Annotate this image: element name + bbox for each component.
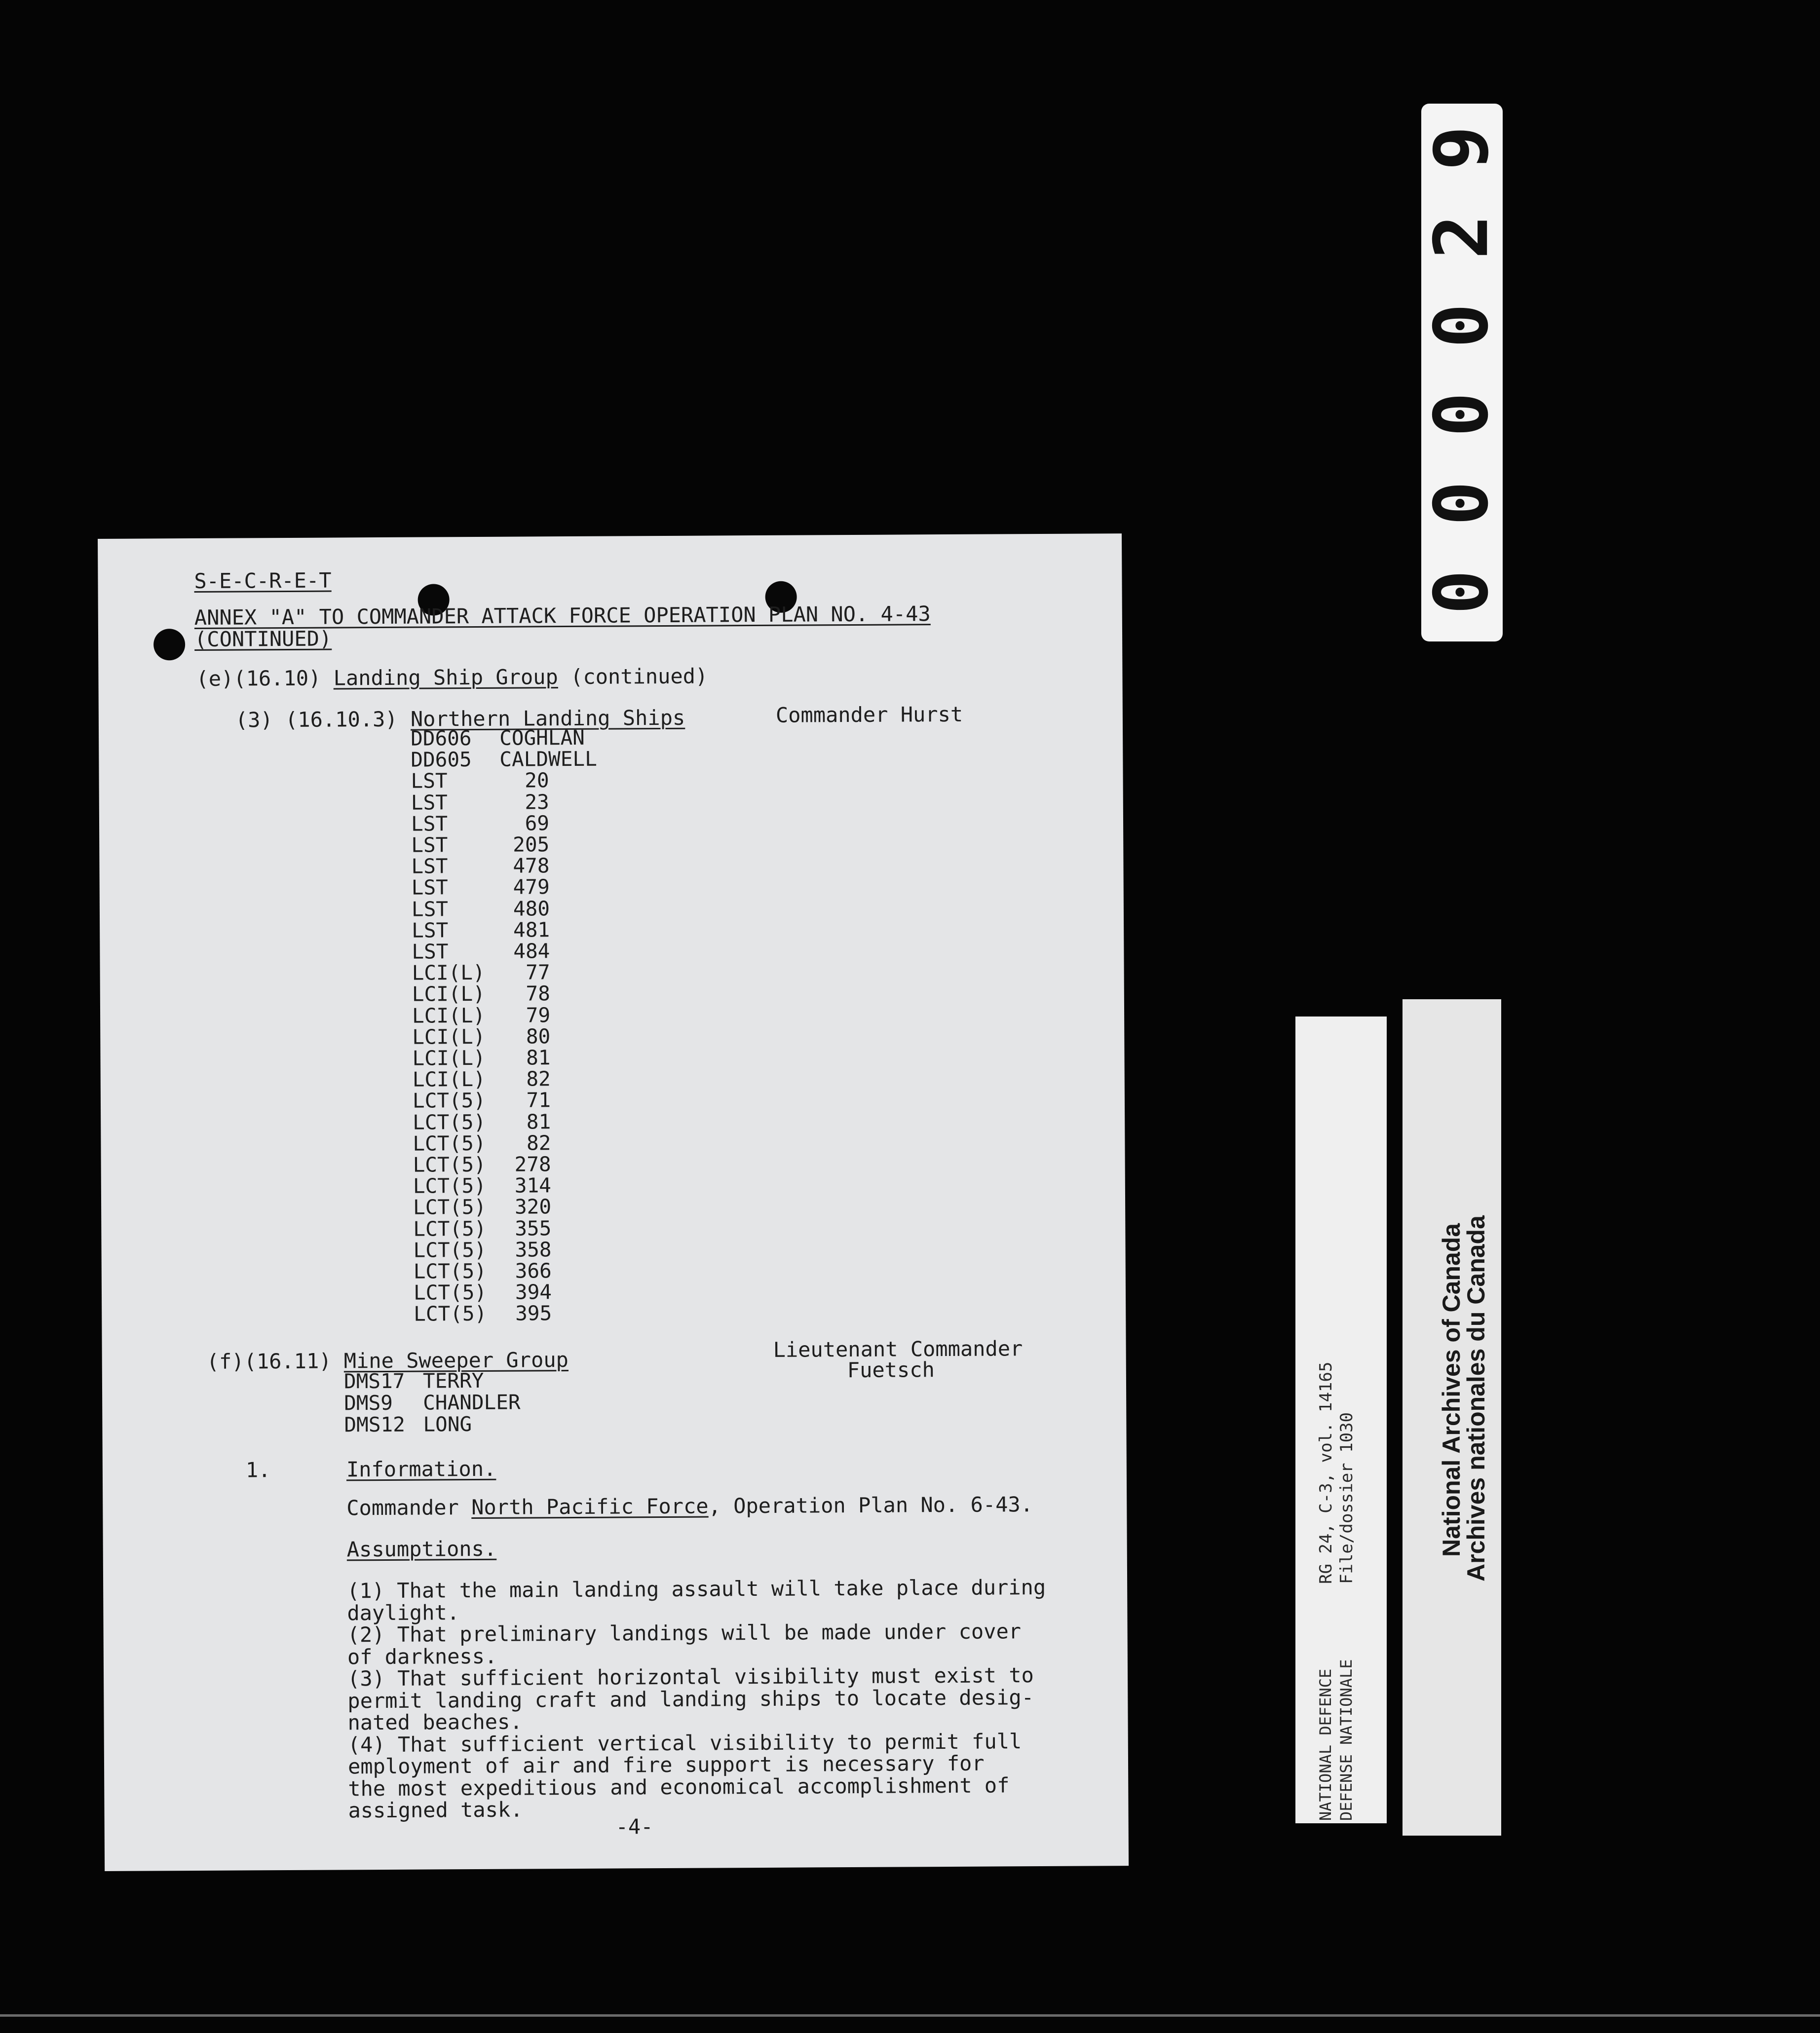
ship-row: [411, 725, 585, 751]
ship-row: [412, 1048, 550, 1068]
frame-digit: 0: [1419, 481, 1505, 526]
sweeper-row: [344, 1390, 521, 1415]
section-e-heading: (e)(16.10) Landing Ship Group (continued): [196, 664, 708, 691]
section-f-title: Mine Sweeper Group: [343, 1348, 569, 1373]
ship-type: LCT(5): [413, 1280, 487, 1305]
ship-row: [413, 1069, 551, 1090]
sweeper-type: DMS17: [343, 1369, 405, 1393]
assumption-line: daylight.: [347, 1600, 460, 1625]
assumption-line: (3) That sufficient horizontal visibility must exist to: [347, 1663, 1034, 1691]
ship-name: 484: [513, 939, 550, 963]
sweeper-name: TERRY: [422, 1368, 484, 1393]
ship-row: [413, 1109, 551, 1134]
frame-digit: 0: [1419, 569, 1505, 615]
sweeper-type: DMS12: [344, 1412, 405, 1437]
ship-row: [411, 896, 550, 921]
ship-name: 77: [526, 960, 550, 984]
frame-digit: 0: [1419, 392, 1505, 437]
ship-row: [411, 749, 597, 770]
ship-row: [413, 1175, 551, 1196]
ship-type: LCT(5): [414, 1302, 487, 1326]
frame-digit: 9: [1419, 125, 1505, 171]
ship-name: 82: [526, 1131, 551, 1155]
ship-type: LCI(L): [412, 1046, 486, 1070]
assumption-line: (2) That preliminary landings will be made under cover: [347, 1619, 1022, 1647]
department-line-2: DEFENSE NATIONALE: [1337, 1659, 1356, 1821]
ship-name: 481: [513, 918, 550, 942]
punch-hole-left: [153, 629, 185, 660]
ship-name: 81: [526, 1109, 551, 1134]
ship-row: [411, 813, 549, 834]
classification-marking: S-E-C-R-E-T: [194, 568, 332, 593]
assumption-line: permit landing craft and landing ships to locate desig-: [347, 1685, 1034, 1713]
ship-row: [413, 1197, 551, 1218]
ship-name: COGHLAN: [499, 725, 585, 750]
ship-type: LST: [411, 769, 448, 793]
assumption-line: of darkness.: [347, 1644, 497, 1669]
ship-type: LCT(5): [413, 1110, 486, 1134]
ship-name: 314: [514, 1173, 551, 1198]
ship-name: 395: [515, 1301, 552, 1325]
ship-type: LCT(5): [413, 1195, 487, 1220]
sweeper-type: DMS9: [344, 1391, 393, 1415]
ship-row: [413, 1240, 551, 1260]
department-line-1: NATIONAL DEFENCE: [1316, 1668, 1335, 1821]
ship-row: [412, 941, 550, 962]
ship-row: [414, 1301, 552, 1326]
ship-type: LCT(5): [413, 1238, 487, 1262]
ship-name: 355: [515, 1216, 552, 1241]
ship-row: [413, 1154, 551, 1175]
archive-reference-label: [1295, 1016, 1387, 1823]
sweeper-row: [343, 1368, 484, 1393]
ship-name: 78: [526, 981, 550, 1006]
ship-type: LCT(5): [413, 1216, 487, 1241]
ship-row: [411, 768, 549, 793]
ship-name: 320: [514, 1195, 552, 1219]
ship-type: DD605: [411, 748, 472, 772]
ship-type: LCT(5): [413, 1152, 486, 1177]
reference-line-1: RG 24, C-3, vol. 14165: [1316, 1361, 1336, 1584]
ship-row: [412, 1005, 550, 1026]
ship-name: 358: [515, 1238, 552, 1262]
ship-type: LCI(L): [412, 961, 485, 985]
ship-name: 278: [514, 1152, 551, 1176]
para-1-heading: Information.: [346, 1456, 496, 1482]
ship-type: LST: [411, 875, 448, 900]
frame-number-stamp: [1421, 104, 1503, 641]
ship-row: [412, 1026, 550, 1047]
section-f-commander-name: Fuetsch: [847, 1357, 935, 1383]
assumption-line: assigned task.: [348, 1797, 523, 1823]
ship-row: [411, 792, 549, 813]
page-number: -4-: [615, 1814, 653, 1839]
ship-name: CALDWELL: [499, 747, 597, 771]
ship-row: [414, 1261, 552, 1281]
ship-type: LCT(5): [412, 1089, 486, 1113]
ship-type: LST: [411, 897, 449, 921]
frame-digit: 2: [1419, 214, 1505, 260]
ship-name: 394: [515, 1280, 552, 1304]
frame-digit: 0: [1419, 303, 1505, 348]
ship-name: 69: [525, 811, 550, 835]
ship-name: 79: [526, 1003, 551, 1027]
ship-name: 81: [526, 1046, 551, 1070]
assumptions-heading: Assumptions.: [346, 1536, 497, 1562]
ship-type: LST: [412, 940, 449, 964]
scan-edge-line: [0, 2014, 1820, 2017]
ship-type: LCI(L): [412, 1003, 486, 1028]
ship-type: LST: [411, 790, 448, 815]
para-1-text: Commander North Pacific Force, Operation Plan No. 6-43.: [346, 1492, 1033, 1520]
assumption-line: the most expeditious and economical accomplishment of: [348, 1772, 1010, 1801]
sweeper-name: LONG: [423, 1412, 472, 1436]
ship-type: LCI(L): [412, 1067, 486, 1092]
assumption-line: employment of air and fire support is necessary for: [347, 1751, 985, 1779]
ship-type: LST: [412, 918, 449, 942]
document-page: [98, 533, 1129, 1871]
assumption-line: (4) That sufficient vertical visibility to permit full: [347, 1729, 1022, 1757]
ship-type: LCT(5): [413, 1131, 486, 1156]
sweeper-row: [344, 1414, 472, 1435]
ship-type: LCI(L): [412, 982, 486, 1007]
annex-title: ANNEX "A" TO COMMANDER ATTACK FORCE OPERATION PLAN NO. 4-43: [194, 602, 931, 630]
ship-name: 23: [525, 790, 549, 814]
ship-type: LCT(5): [413, 1174, 487, 1198]
ship-name: 366: [515, 1259, 552, 1283]
para-1-number: 1.: [245, 1458, 271, 1482]
ship-type: LCT(5): [413, 1259, 487, 1283]
ship-type: LCI(L): [412, 1024, 486, 1049]
ship-row: [413, 1218, 551, 1239]
national-archives-label: [1403, 999, 1501, 1836]
ship-row: [412, 962, 550, 983]
ship-name: 80: [526, 1024, 551, 1049]
sweeper-name: CHANDLER: [423, 1390, 521, 1415]
subsection-3-title: Northern Landing Ships: [410, 705, 685, 731]
ship-name: 71: [526, 1088, 551, 1112]
ship-name: 82: [526, 1067, 551, 1091]
assumption-line: (1) That the main landing assault will take place during: [347, 1575, 1046, 1603]
ship-name: 479: [513, 875, 550, 899]
reference-line-2: File/dossier 1030: [1337, 1412, 1357, 1584]
ship-type: LST: [411, 812, 448, 836]
ship-row: [412, 877, 550, 898]
ship-row: [413, 1133, 551, 1154]
assumption-line: nated beaches.: [347, 1709, 523, 1735]
ship-name: 20: [525, 768, 549, 792]
annex-title-continued: (CONTINUED): [194, 626, 332, 651]
ship-row: [414, 1282, 552, 1303]
ship-type: LST: [411, 854, 448, 878]
ship-name: 480: [513, 896, 550, 921]
ship-name: 205: [513, 832, 550, 857]
ship-row: [411, 834, 549, 855]
ship-name: 478: [513, 854, 550, 878]
ship-type: LST: [411, 833, 448, 857]
ship-row: [412, 1088, 551, 1113]
subsection-3-prefix: (3) (16.10.3): [235, 707, 398, 732]
archives-name-french: Archives nationales du Canada: [1462, 1215, 1490, 1581]
section-f-commander-rank: Lieutenant Commander: [773, 1336, 1023, 1362]
ship-row: [412, 920, 550, 941]
ship-row: [412, 981, 550, 1007]
archives-name-english: National Archives of Canada: [1438, 1223, 1465, 1557]
ship-row: [411, 856, 549, 876]
subsection-3-commander: Commander Hurst: [775, 702, 963, 727]
ship-type: DD606: [411, 726, 472, 751]
section-f-prefix: (f)(16.11): [206, 1349, 332, 1374]
